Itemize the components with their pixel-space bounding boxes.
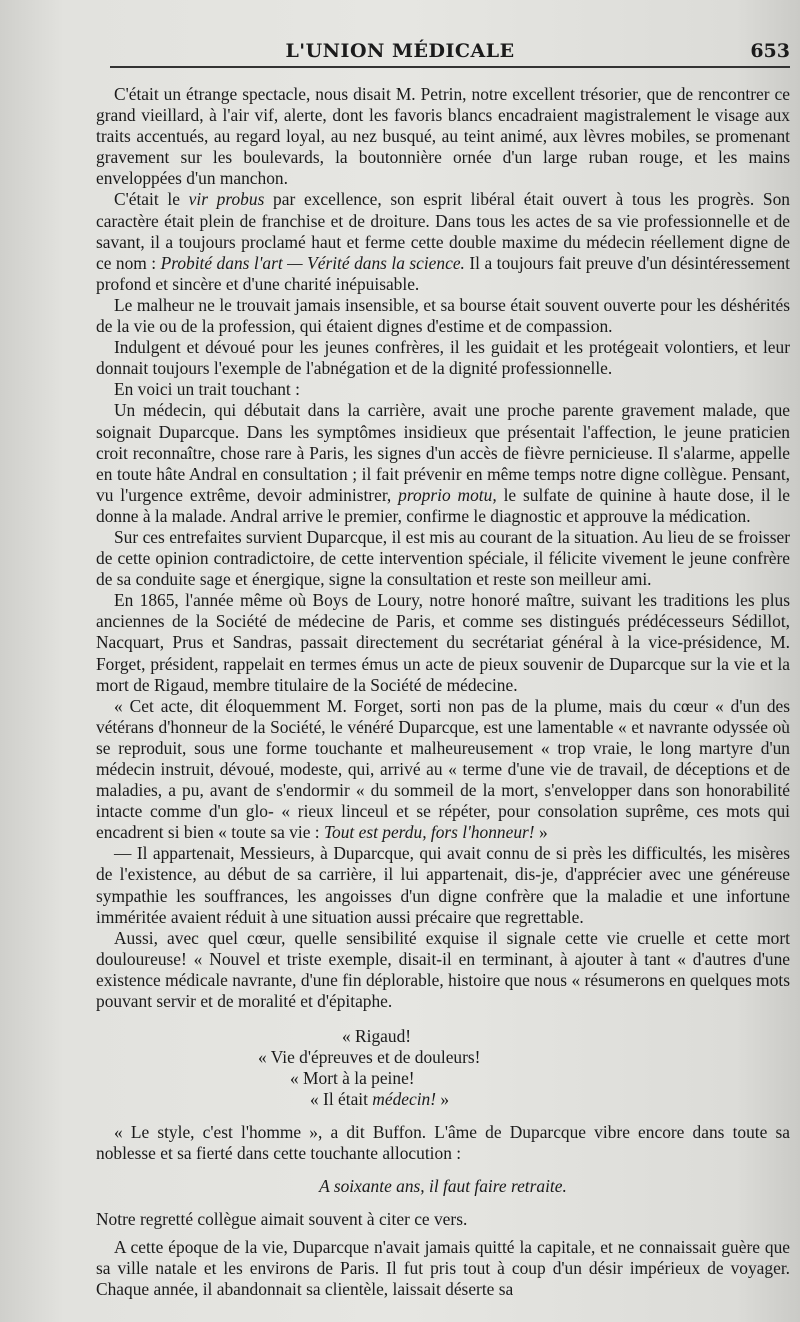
- epitaph: [96, 1026, 790, 1110]
- page-number: 653: [750, 40, 790, 62]
- paragraph: Le malheur ne le trouvait jamais insensible, et sa bourse était souvent ouverte pour les déshérités de la vie ou de la profession, qui étaient dignes d'estime et de compassion.: [96, 294, 790, 337]
- epitaph-line: « Vie d'épreuves et de douleurs!: [258, 1047, 481, 1068]
- quoted-verse: A soixante ans, il faut faire retraite.: [319, 1176, 567, 1197]
- paragraph: Sur ces entrefaites survient Duparcque, il est mis au courant de la situation. Au lieu de se froisser de cette opinion contradictoire, de cette intervention spéciale, il félicite vivement le jeune confrère de sa conduite sage et énergique, signe la consultation et reste son meilleur ami.: [96, 526, 790, 590]
- paragraph: En voici un trait touchant :: [114, 379, 300, 400]
- paragraph: — Il appartenait, Messieurs, à Duparcque, qui avait connu de si près les difficultés, les misères de l'existence, au début de sa carrière, il lui appartenait, dis-je, d'apprécier avec une généreuse sympathie les souffrances, les angoisses d'un digne confrère que la maladie et une infortune imméritée avaient réduit à une situation aussi précaire que regrettable.: [96, 843, 790, 927]
- running-title: L'UNION MÉDICALE: [285, 40, 515, 62]
- paragraph: C'était un étrange spectacle, nous disait M. Petrin, notre excellent trésorier, que de rencontrer ce grand vieillard, à l'air vif, alerte, dont les favoris blancs encadraient magistralement le visage aux traits accentués, au regard loyal, au nez busqué, au teint animé, aux lèvres mobiles, se promenant gravement sur les boulevards, la boutonnière ornée d'un large ruban rouge, et les mains enveloppées d'un manchon.: [96, 84, 790, 189]
- paragraph: En 1865, l'année même où Boys de Loury, notre honoré maître, suivant les traditions les plus anciennes de la Société de médecine de Paris, et comme ses distingués prédécesseurs Sédillot, Nacquart, Prus et Sandras, passait directement du secrétariat général à la vice-présidence, M. Forget, président, rappelait en termes émus un acte de pieux souvenir de Duparcque sur la vie et la mort de Rigaud, membre titulaire de la Société de médecine.: [96, 590, 790, 695]
- paragraph: Aussi, avec quel cœur, quelle sensibilité exquise il signale cette vie cruelle et cette mort douloureuse! « Nouvel et triste exemple, disait-il en terminant, à ajouter à tant « d'autres d'une existence médicale navrante, d'une fin déplorable, histoire que nous « résumerons en quelques mots pouvant servir et de moralité et d'épitaphe.: [96, 927, 790, 1012]
- paragraph: A cette époque de la vie, Duparcque n'avait jamais quitté la capitale, et ne connaissait guère que sa ville natale et les environs de Paris. Il fut pris tout à coup d'un désir impérieux de voyager. Chaque année, il abandonnait sa clientèle, laissait déserte sa: [96, 1236, 790, 1299]
- paragraph: C'était le vir probus par excellence, son esprit libéral était ouvert à tous les progrès. Son caractère était plein de franchise et de droiture. Dans tous les actes de sa vie professionnelle et de savant, il a toujours proclamé haut et ferme cette double maxime du médecin réellement digne de ce nom : Probité dans l'art — Vérité dans la science. Il a toujours fait preuve d'un désintéressement profond et sincère et d'une charité inépuisable.: [96, 189, 790, 294]
- paragraph: Notre regretté collègue aimait souvent à citer ce vers.: [96, 1209, 468, 1230]
- quoted-paragraph: « Cet acte, dit éloquemment M. Forget, sorti non pas de la plume, mais du cœur « d'un des vétérans d'honneur de la Société, le vénéré Duparcque, est une lamentable « et navrante odyssée où se reproduit, sous une forme touchante et malheureusement « trop vraie, le long martyre d'un médecin instruit, dévoué, modeste, qui, arrivé au « terme d'une vie de travail, de déceptions et de maladies, a pu, avant de s'endormir « du sommeil de la mort, s'envelopper dans son honorabilité intacte comme d'un glo- « rieux linceul et se répéter, pour consolation suprême, ces mots qui encadrent si bien « toute sa vie : Tout est perdu, fors l'honneur! »: [96, 695, 790, 843]
- epitaph-line: « Rigaud!: [342, 1026, 412, 1047]
- header-rule: [110, 66, 790, 68]
- page-header: [0, 36, 800, 66]
- paragraph: « Le style, c'est l'homme », a dit Buffon. L'âme de Duparcque vibre encore dans toute sa noblesse et sa fierté dans cette touchante allocution :: [96, 1122, 790, 1164]
- epitaph-line: « Il était médecin! »: [310, 1089, 450, 1110]
- paragraph: Indulgent et dévoué pour les jeunes confrères, il les guidait et les protégeait volontiers, et leur donnait toujours l'exemple de l'abnégation et de la dignité professionnelle.: [96, 337, 790, 379]
- body-text: [96, 84, 790, 1300]
- epitaph-line: « Mort à la peine!: [290, 1068, 415, 1089]
- paragraph: Un médecin, qui débutait dans la carrière, avait une proche parente gravement malade, que soignait Duparcque. Dans les symptômes insidieux que présentait l'affection, le jeune praticien croit reconnaître, chose rare à Paris, les signes d'un accès de fièvre pernicieuse. Il s'alarme, appelle en toute hâte Andral en consultation ; il fait prévenir en même temps notre digne collègue. Pensant, vu l'urgence extrême, devoir administrer, proprio motu, le sulfate de quinine à haute dose, il le donne à la malade. Andral arrive le premier, confirme le diagnostic et approuve la médication.: [96, 400, 790, 526]
